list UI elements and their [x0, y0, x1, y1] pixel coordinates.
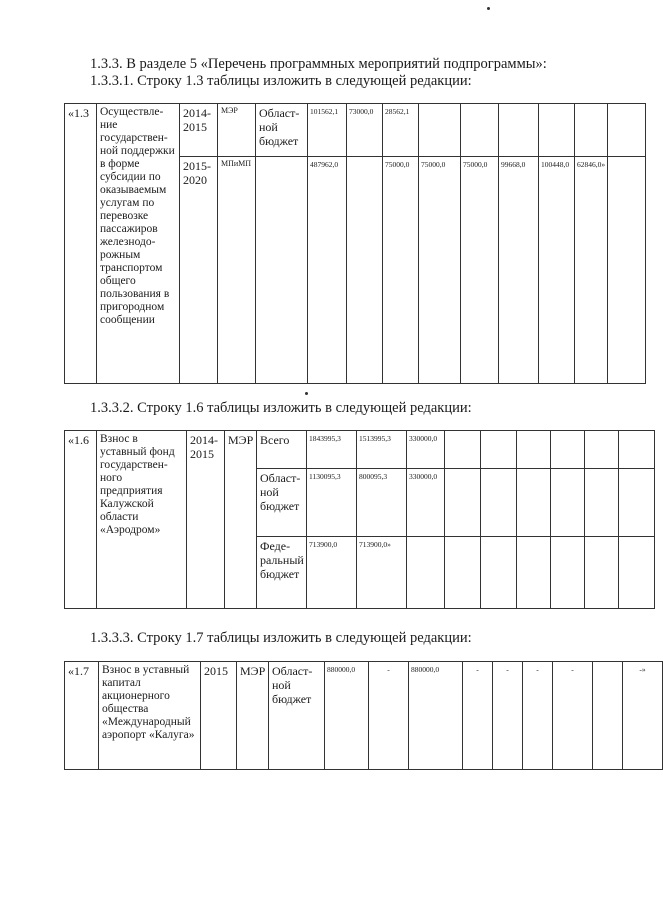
executor: МЭР: [218, 104, 256, 157]
value-cell: -: [523, 662, 553, 770]
row-number: «1.3: [65, 104, 97, 384]
funding-source: Област-ной бюджет: [256, 104, 308, 157]
funding-source: Всего: [257, 431, 307, 469]
value-cell: -: [493, 662, 523, 770]
executor: МПиМП: [218, 157, 256, 384]
value-cell: 1843995,3: [307, 431, 357, 469]
value-cell: [539, 104, 575, 157]
value-cell: [407, 537, 445, 609]
funding-source: [256, 157, 308, 384]
value-cell: [461, 104, 499, 157]
value-cell: 1513995,3: [357, 431, 407, 469]
value-cell: [419, 104, 461, 157]
funding-source: Област-ной бюджет: [269, 662, 325, 770]
table-row-1-3: [64, 103, 646, 384]
scan-speck: [487, 7, 490, 10]
section-3-title: 1.3.3.3. Строку 1.7 таблицы изложить в следующей редакции:: [90, 630, 472, 646]
funding-source: Феде-ральный бюджет: [257, 537, 307, 609]
value-cell: 28562,1: [383, 104, 419, 157]
value-cell: [608, 157, 646, 384]
value-cell: [347, 157, 383, 384]
table-row-1-7: [64, 661, 663, 770]
value-cell: [499, 104, 539, 157]
value-cell: 1130095,3: [307, 469, 357, 537]
value-cell: 713900,0: [307, 537, 357, 609]
value-cell: 73000,0: [347, 104, 383, 157]
heading-line-2: 1.3.3.1. Строку 1.3 таблицы изложить в следующей редакции:: [90, 73, 472, 89]
executor: МЭР: [237, 662, 269, 770]
row-number: «1.7: [65, 662, 99, 770]
measure-name: Взнос в уставный капитал акционерного общества «Международный аэропорт «Калуга»: [99, 662, 201, 770]
value-cell: 330000,0: [407, 469, 445, 537]
value-cell: [608, 104, 646, 157]
measure-name: Взнос в уставный фонд государствен-ного предприятия Калужской области «Аэродром»: [97, 431, 187, 609]
value-cell: 75000,0: [383, 157, 419, 384]
value-cell: -: [369, 662, 409, 770]
period: 2014-2015: [187, 431, 225, 609]
value-cell: -: [553, 662, 593, 770]
value-cell: 330000,0: [407, 431, 445, 469]
funding-source: Област-ной бюджет: [257, 469, 307, 537]
value-cell: 99668,0: [499, 157, 539, 384]
heading-line-1: 1.3.3. В разделе 5 «Перечень программных мероприятий подпрограммы»:: [90, 56, 547, 72]
value-cell: [575, 104, 608, 157]
value-cell: 880000,0: [325, 662, 369, 770]
value-cell: -: [463, 662, 493, 770]
value-cell: 101562,1: [308, 104, 347, 157]
value-cell: -»: [623, 662, 663, 770]
value-cell: 75000,0: [461, 157, 499, 384]
table-row-1-6: [64, 430, 655, 609]
measure-name: Осуществле-ние государствен-ной поддержки в форме субсидии по оказываемым услугам по перевозке пассажиров железнодо-рожным транспортом общего пользования в пригородном сообщении: [97, 104, 180, 384]
value-cell: 880000,0: [409, 662, 463, 770]
value-cell: 75000,0: [419, 157, 461, 384]
period: 2014-2015: [180, 104, 218, 157]
value-cell: 800095,3: [357, 469, 407, 537]
row-number: «1.6: [65, 431, 97, 609]
value-cell: 100448,0: [539, 157, 575, 384]
scan-speck: [305, 392, 308, 395]
executor: МЭР: [225, 431, 257, 609]
value-cell: 713900,0»: [357, 537, 407, 609]
value-cell: 62846,0»: [575, 157, 608, 384]
value-cell: 487962,0: [308, 157, 347, 384]
period: 2015: [201, 662, 237, 770]
period: 2015-2020: [180, 157, 218, 384]
section-2-title: 1.3.3.2. Строку 1.6 таблицы изложить в следующей редакции:: [90, 400, 472, 416]
